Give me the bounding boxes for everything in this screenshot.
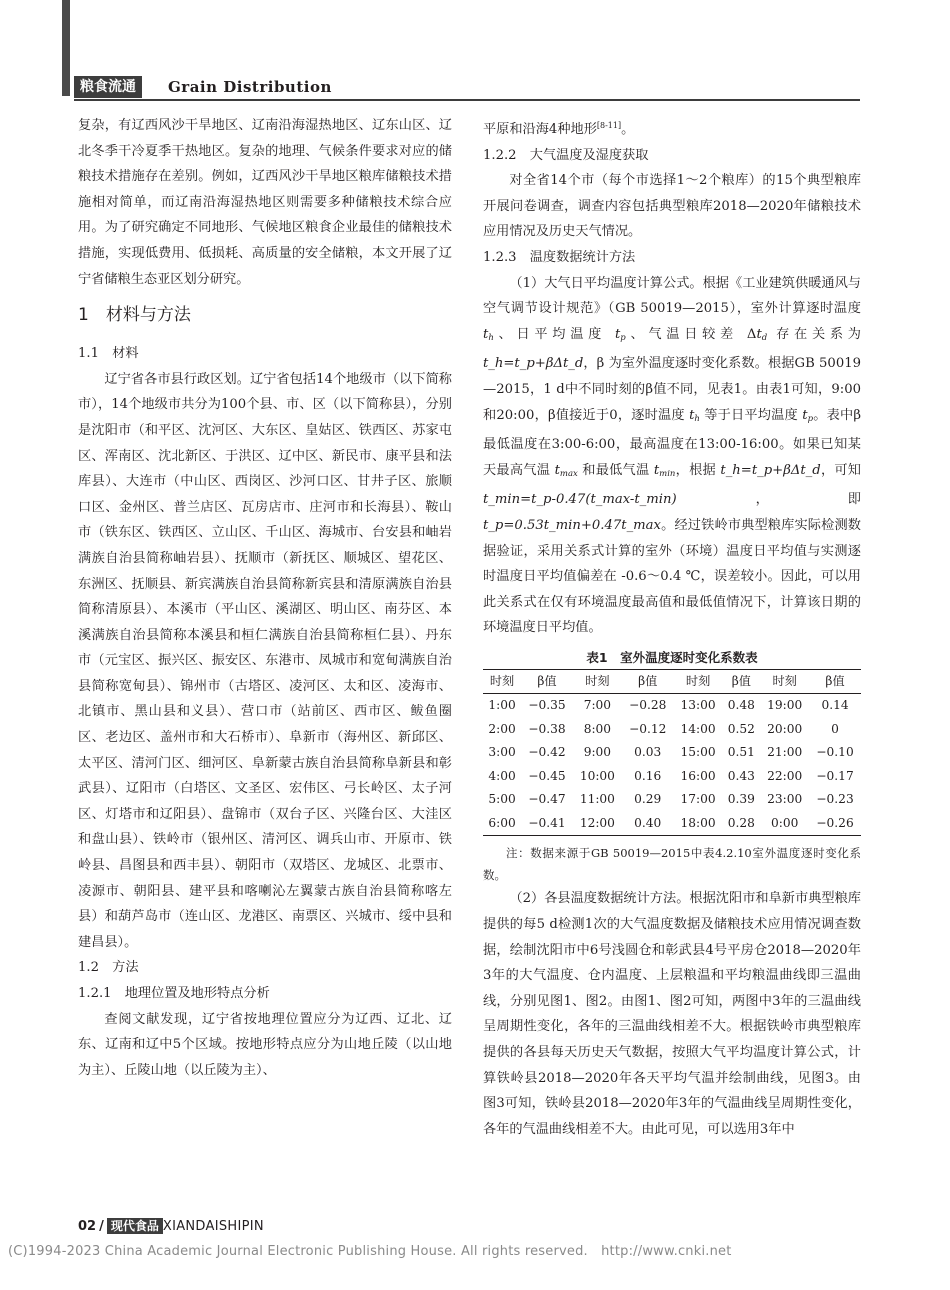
table-cell: −0.35	[528, 698, 566, 713]
var-t: t	[756, 326, 762, 342]
table-row	[483, 765, 861, 789]
formula-paragraph	[483, 271, 861, 641]
table-cell: 0.03	[634, 745, 662, 760]
table-cell: 0.29	[634, 792, 662, 807]
table-title: 表1 室外温度逐时变化系数表	[586, 649, 758, 665]
table-cell: 12:00	[579, 815, 615, 830]
table-header-cell: 时刻	[772, 673, 797, 688]
table-cell: 2:00	[488, 721, 516, 736]
table-cell: −0.10	[816, 745, 854, 760]
county-method-paragraph: （2）各县温度数据统计方法。根据沈阳市和阜新市典型粮库提供的每5 d检测1次的大气温度数据及储粮技术应用情况调查数据，绘制沈阳市中6号浅圆仓和彰武县4号平房仓2018—2020年3年的大气温度、仓内温度、上层粮温和平均粮温曲线即三温曲线，分别见图1、图2。由图1、图2可知，两图中3年的三温曲线呈周期性变化，各年的三温曲线相差不大。根据铁岭市典型粮库提供的各县每天历史天气数据，按照大气平均温度计算公式，计算铁岭县2018—2020年各天平均气温并绘制曲线，见图3。由图3可知，铁岭县2018—2020年3年的气温曲线呈周期性变化，各年的气温曲线相差不大。由此可见，可以选用3年中	[483, 891, 861, 1137]
fp-f: 等于日平均温度	[699, 407, 803, 423]
beta-coefficient-table	[483, 669, 861, 837]
relation-formula-b: t_h=t_p+βΔt_d	[720, 462, 821, 478]
section-tag: 粮食流通	[74, 76, 142, 98]
table-cell: 10:00	[579, 768, 615, 783]
fp-g: 。表中β最低温度在3:00-6:00，最高温度在13:00-16:00。如果已知某天最高气温	[483, 407, 861, 478]
table-cell: 3:00	[488, 745, 516, 760]
fp-b: 、日平均温度	[493, 326, 615, 342]
table-row	[483, 694, 861, 718]
table-cell: 14:00	[680, 721, 716, 736]
table-cell: 9:00	[583, 745, 612, 760]
table-cell: 16:00	[680, 768, 716, 783]
page-number: 02	[78, 1219, 97, 1234]
table-cell: 23:00	[767, 792, 803, 807]
right-column	[483, 113, 861, 1142]
heading-1-2-3: 1.2.3 温度数据统计方法	[483, 249, 636, 265]
fp-i: ，根据	[675, 462, 721, 478]
cont-text: 平原和沿海4种地形	[483, 122, 597, 137]
table-cell: 21:00	[767, 745, 803, 760]
table-header-cell: 时刻	[685, 673, 711, 688]
table-cell: 19:00	[767, 698, 803, 713]
table-cell: 0.16	[634, 768, 662, 783]
var-t: t	[802, 407, 808, 423]
table-cell: −0.41	[528, 815, 566, 830]
table-cell: 0.48	[727, 698, 755, 713]
survey-paragraph: 对全省14个市（每个市选择1～2个粮库）的15个典型粮库开展问卷调查，调查内容包括典型粮库2018—2020年储粮技术应用情况及历史天气情况。	[483, 173, 861, 240]
table-cell: 0.43	[727, 768, 755, 783]
page-footer	[78, 1218, 264, 1234]
table-cell: 0.14	[821, 698, 849, 713]
materials-paragraph: 辽宁省各市县行政区划。辽宁省包括14个地级市（以下简称市），14个地级市共分为100个县、市、区（以下简称县），分别是沈阳市（和平区、沈河区、大东区、皇姑区、铁西区、苏家屯区、浑南区、沈北新区、于洪区、辽中区、新民市、康平县和法库县）、大连市（中山区、西岗区、沙河口区、甘井子区、旅顺口区、金州区、普兰店区、瓦房店市、庄河市和长海县）、鞍山市（铁东区、铁西区、立山区、千山区、海城市、台安县和岫岩满族自治县简称岫岩县）、抚顺市（新抚区、顺城区、望花区、东洲区、抚顺县、新宾满族自治县简称新宾县和清原满族自治县简称清原县）、本溪市（平山区、溪湖区、明山区、南芬区、本溪满族自治县简称本溪县和桓仁满族自治县简称桓仁县）、丹东市（元宝区、振兴区、振安区、东港市、凤城市和宽甸满族自治县简称宽甸县）、锦州市（古塔区、凌河区、太和区、凌海市、北镇市、黑山县和义县）、营口市（站前区、西市区、鲅鱼圈区、老边区、盖州市和大石桥市）、阜新市（海州区、新邱区、太平区、清河门区、细河区、阜新蒙古族自治县简称阜新县和彰武县）、辽阳市（白塔区、文圣区、宏伟区、弓长岭区、太子河区、灯塔市和辽阳县）、盘锦市（双台子区、兴隆台区、大洼区和盘山县）、铁岭市（银州区、清河区、调兵山市、开原市、铁岭县、昌图县和西丰县）、朝阳市（双塔区、龙城区、北票市、凌源市、朝阳县、建平县和喀喇沁左翼蒙古族自治县简称喀左县）和葫芦岛市（连山区、龙港区、南票区、兴城市、绥中县和建昌县）。	[78, 371, 452, 950]
table-cell: 7:00	[583, 698, 612, 713]
copyright-notice: (C)1994-2023 China Academic Journal Electronic Publishing House. All rights reserved. http://www.cnki.net	[8, 1244, 732, 1259]
var-t: t	[653, 462, 660, 478]
table-cell: 0.39	[727, 792, 755, 807]
table-cell: −0.23	[816, 792, 854, 807]
intro-paragraph: 复杂，有辽西风沙干旱地区、辽南沿海湿热地区、辽东山区、辽北冬季干冷夏季干热地区。复杂的地理、气候条件要求对应的储粮技术措施存在差别。例如，辽西风沙干旱地区粮库储粮技术措施相对简单，而辽南沿海湿热地区则需要多种储粮技术综合应用。为了研究确定不同地形、气候地区粮食企业最佳的储粮技术措施，实现低费用、低损耗、高质量的安全储粮，本文开展了辽宁省储粮生态亚区划分研究。	[78, 118, 452, 287]
table-row	[483, 812, 861, 836]
table-row	[483, 741, 861, 765]
table-cell: −0.17	[816, 768, 854, 783]
sub-d: d	[761, 332, 768, 343]
tmin-formula: t_min=t_p-0.47(t_max-t_min)	[483, 492, 677, 508]
fp-h: 和最低气温	[577, 462, 654, 478]
table-cell: 22:00	[767, 768, 803, 783]
table-header-cell: β值	[537, 673, 557, 688]
fp-l: 。经过铁岭市典型粮库实际检测数据验证，采用关系式计算的室外（环境）温度日平均值与实测逐时温度日平均值偏差在 -0.6～0.4 ℃，误差较小。因此，可以用此关系式在仅有环境温度最高值和最低值情况下，计算该日期的环境温度日平均值。	[483, 517, 861, 636]
table-row	[483, 718, 861, 742]
table-cell: −0.38	[528, 721, 566, 736]
fp-a: （1）大气日平均温度计算公式。根据《工业建筑供暖通风与空气调节设计规范》（GB 50019—2015），室外计算逐时温度	[483, 275, 861, 317]
table-header-row	[483, 669, 861, 694]
heading-1-2-1: 1.2.1 地理位置及地形特点分析	[78, 986, 270, 1001]
heading-1-1: 1.1 材料	[78, 346, 139, 362]
table-cell: 20:00	[767, 721, 803, 736]
table-header-cell: β值	[731, 673, 751, 688]
var-t: t	[554, 462, 560, 478]
var-t: t	[483, 326, 489, 342]
fp-j: ，可知	[820, 462, 861, 478]
var-t: t	[689, 407, 695, 423]
tp-formula: t_p=0.53t_min+0.47t_max	[483, 517, 661, 533]
fp-d: 存在关系为	[767, 326, 861, 342]
magazine-pinyin: XIANDAISHIPIN	[162, 1219, 264, 1234]
table-cell: 4:00	[488, 768, 516, 783]
table-cell: −0.47	[528, 792, 566, 807]
table-cell: 8:00	[583, 721, 612, 736]
table-header-cell: 时刻	[585, 673, 610, 688]
table-cell: 17:00	[680, 792, 716, 807]
sub-p: p	[807, 413, 814, 424]
table-note: 注：数据来源于GB 50019—2015中表4.2.10室外温度逐时变化系数。	[483, 846, 861, 883]
table-cell: 5:00	[488, 792, 516, 807]
side-accent-bar	[62, 0, 70, 96]
heading-1-2: 1.2 方法	[78, 960, 139, 976]
sub-max: max	[559, 468, 578, 479]
table-header-cell: 时刻	[489, 673, 515, 688]
table-cell: 0:00	[770, 815, 799, 830]
sub-min: min	[659, 468, 676, 479]
var-t: t	[614, 326, 621, 342]
cont-end: 。	[621, 122, 635, 137]
table-cell: −0.12	[629, 721, 667, 736]
sub-p: p	[620, 332, 626, 343]
table-cell: 6:00	[488, 815, 516, 830]
table-header-cell: β值	[825, 673, 845, 688]
footer-slash: /	[99, 1219, 104, 1234]
table-cell: −0.26	[816, 815, 854, 830]
section-heading-1: 1 材料与方法	[78, 305, 191, 326]
citation-ref: [8-11]	[596, 121, 622, 130]
table-cell: −0.45	[528, 768, 566, 783]
header-rule	[74, 99, 860, 101]
table-body	[483, 694, 861, 836]
table-header-cell: β值	[638, 673, 658, 688]
sub-h: h	[694, 413, 700, 424]
sub-h: h	[488, 332, 494, 343]
table-row	[483, 788, 861, 812]
table-cell: −0.28	[629, 698, 667, 713]
geo-paragraph: 查阅文献发现，辽宁省按地理位置应分为辽西、辽北、辽东、辽南和辽中5个区域。按地形特点应分为山地丘陵（以山地为主）、丘陵山地（以丘陵为主）、	[78, 1011, 452, 1078]
section-title-en: Grain Distribution	[168, 78, 332, 96]
relation-formula: t_h=t_p+βΔt_d	[483, 356, 584, 372]
table-cell: 0.51	[727, 745, 755, 760]
table-cell: −0.42	[528, 745, 566, 760]
table-cell: 0	[831, 721, 839, 736]
table-cell: 13:00	[680, 698, 716, 713]
fp-c: 、气温日较差 Δ	[625, 326, 757, 342]
table-cell: 15:00	[680, 745, 716, 760]
table-cell: 11:00	[579, 792, 615, 807]
table-cell: 0.52	[727, 721, 755, 736]
table-cell: 18:00	[680, 815, 716, 830]
fp-e: ，β 为室外温度逐时变化系数。根据GB 50019—2015，1 d中不同时刻的β值不同，见表1。由表1可知，9:00和20:00，β值接近于0，逐时温度	[483, 356, 861, 423]
fp-k: ，即	[676, 492, 861, 508]
heading-1-2-2: 1.2.2 大气温度及湿度获取	[483, 147, 649, 163]
running-header	[74, 76, 860, 98]
table-cell: 0.40	[634, 815, 662, 830]
left-column	[78, 113, 452, 1083]
magazine-name: 现代食品	[107, 1218, 163, 1234]
continued-paragraph	[483, 113, 861, 143]
table-cell: 0.28	[727, 815, 755, 830]
table-cell: 1:00	[488, 698, 516, 713]
